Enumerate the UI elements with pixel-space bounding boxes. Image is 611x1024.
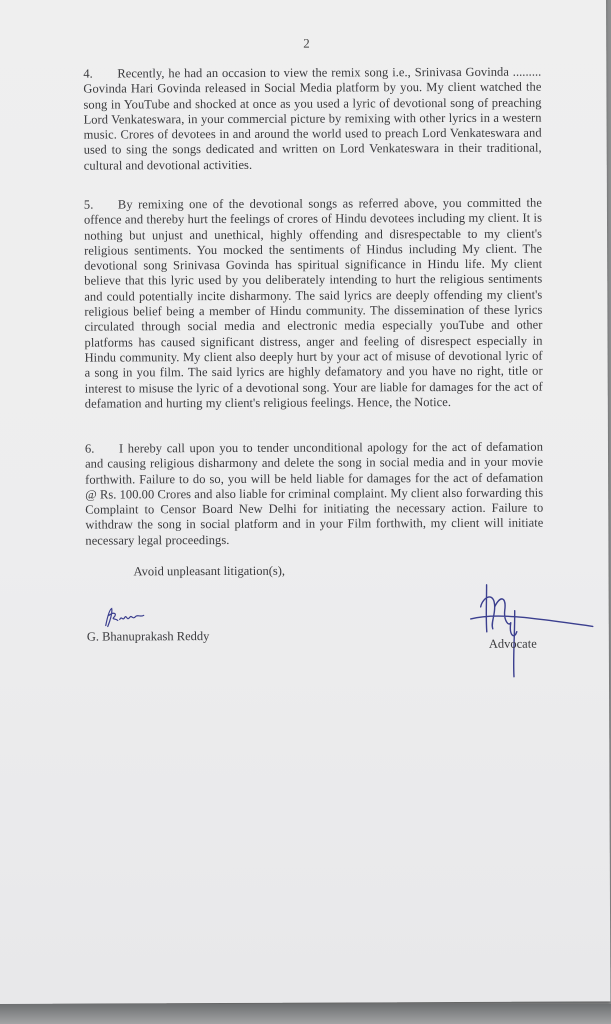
advocate-label: Advocate (488, 636, 537, 651)
paragraph-text: Recently, he had an occasion to view the remix song i.e., Srinivasa Govinda ......... Govinda Hari Govinda released in Social Media platform by you. My client watched the song in YouTube and shocked at once as you used a lyric of devotional song of preaching Lord Venkateswara, in your commercial picture by remixing with other lyrics in a western music. Crores of devotees in and around the world used to preach Lord Venkateswara and used to sing the songs dedicated and written on Lord Venkateswara in their traditional, cultural and devotional activities. (83, 64, 542, 173)
paragraph-number: 4. (83, 66, 93, 81)
paragraph-text: By remixing one of the devotional songs as referred above, you committed the offence and thereby hurt the feelings of crores of Hindu devotees including my client. It is nothing but unjust and unethical, highly offending and disrespectable to my client's religious sentiments. You mocked the sentiments of Hindus including My client. The devotional song Srinivasa Govinda has spiritual significance in Hindu life. My client believe that this lyric used by you deliberately intending to hurt the religious sentiments and could potentially incite disharmony. The said lyrics are deeply offending my client's religious belief being a member of Hindu community. The dissemination of these lyrics circulated through social media and electronic media especially youTube and other platforms has caused significant distress, anger and feeling of disrespect especially in Hindu community. My client also deeply hurt by your act of misuse of devotional lyric of a song in you film. The said lyrics are highly defamatory and you have no right, title or interest to misuse the lyric of a devotional song. Your are liable for damages for the act of defamation and hurting my client's religious feelings. Hence, the Notice. (83, 195, 543, 411)
closing-line: Avoid unpleasant litigation(s), (133, 563, 286, 579)
client-name: G. Bhanuprakash Reddy (86, 629, 210, 644)
advocate-signature (465, 576, 597, 682)
client-signature (100, 605, 150, 631)
paragraph-6 (85, 440, 543, 549)
desk-edge (0, 1004, 611, 1024)
paragraph-number: 6. (84, 441, 95, 456)
paragraph-text: I hereby call upon you to tender unconditional apology for the act of defamation and causing religious disharmony and delete the song in social media and in your movie forthwith. Failure to do so, you will be held liable for damages for the act of defamation @ Rs. 100.00 Crores and also liable for criminal complaint. My client also forwarding this Complaint to Censor Board New Delhi for initiating the necessary action. Failure to withdraw the song in social platform and in your Film forthwith, my client will initiate necessary legal proceedings. (85, 439, 544, 548)
paragraph-number: 5. (83, 197, 94, 212)
paragraph-4 (83, 65, 541, 174)
page-number: 2 (303, 35, 310, 51)
paragraph-5 (84, 196, 543, 412)
